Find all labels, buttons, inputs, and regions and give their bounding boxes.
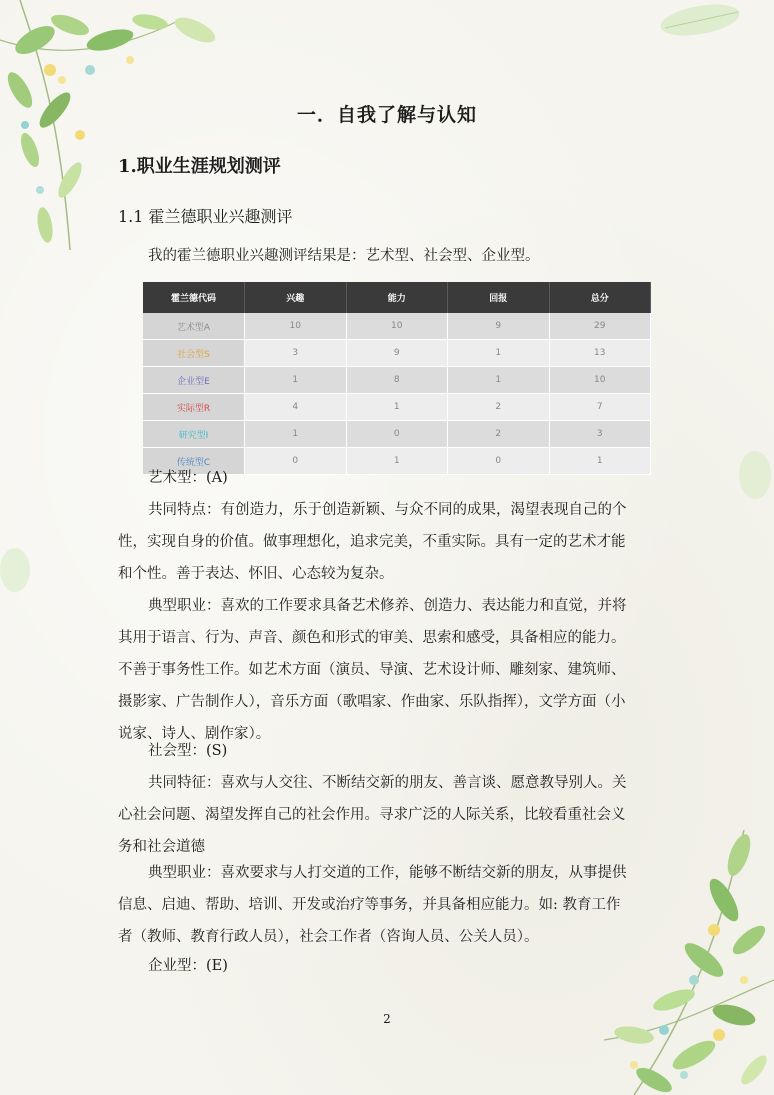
table-cell: 8 [346,367,448,394]
type-cell: 传统型C [143,448,245,475]
table-cell: 0 [245,448,347,475]
table-cell: 10 [346,313,448,340]
paragraph-line: 不善于事务性工作。如艺术方面（演员、导演、艺术设计师、雕刻家、建筑师、 [118,662,626,678]
social-jobs-paragraph [118,857,660,953]
paragraph-line: 共同特点：有创造力，乐于创造新颖、与众不同的成果，渴望表现自己的个 [148,502,627,518]
table-cell: 1 [346,394,448,421]
table-cell: 9 [346,340,448,367]
table-cell: 3 [549,421,651,448]
table-row [143,394,651,421]
type-cell: 艺术型A [143,313,245,340]
social-title-paragraph [118,735,690,767]
heading-career-assessment: 1.职业生涯规划测评 [118,156,281,177]
artistic-title-paragraph [118,462,690,494]
table-header-row [143,282,651,313]
social-title: 社会型：(S) [148,743,228,759]
table-cell: 7 [549,394,651,421]
type-cell: 企业型E [143,367,245,394]
table-cell: 0 [448,448,550,475]
table-cell: 3 [245,340,347,367]
enterprising-title-paragraph [118,950,690,982]
table-cell: 1 [245,367,347,394]
type-cell: 实际型R [143,394,245,421]
table-cell: 29 [549,313,651,340]
paragraph-line: 信息、启迪、帮助、培训、开发或治疗等事务，并具备相应能力。如: 教育工作 [118,897,621,913]
paragraph-line: 性，实现自身的价值。做事理想化，追求完美，不重实际。具有一定的艺术才能 [118,534,626,550]
table-cell: 2 [448,421,550,448]
table-header-cell: 兴趣 [245,282,347,313]
paragraph-line: 务和社会道德 [118,839,205,855]
artistic-jobs-paragraph [118,590,660,750]
table-cell: 0 [346,421,448,448]
paragraph-line: 典型职业：喜欢要求与人打交道的工作，能够不断结交新的朋友，从事提供 [148,865,627,881]
table-cell: 13 [549,340,651,367]
holland-result-table [143,282,651,475]
table-cell: 10 [549,367,651,394]
table-cell: 2 [448,394,550,421]
table-row [143,421,651,448]
intro-paragraph [118,240,690,272]
paragraph-line: 其用于语言、行为、声音、颜色和形式的审美、思索和感受，具备相应的能力。 [118,630,626,646]
paragraph-line: 和个性。善于表达、怀旧、心态较为复杂。 [118,566,394,582]
table-cell: 9 [448,313,550,340]
table-row [143,340,651,367]
page-number: 2 [383,1012,391,1026]
artistic-common-paragraph [118,494,660,590]
table-header-cell: 回报 [448,282,550,313]
table-cell: 1 [448,340,550,367]
paragraph-line: 共同特征：喜欢与人交往、不断结交新的朋友、善言谈、愿意教导别人。关 [148,775,627,791]
paragraph-line: 典型职业：喜欢的工作要求具备艺术修养、创造力、表达能力和直觉，并将 [148,598,627,614]
table-cell: 1 [346,448,448,475]
table-row [143,313,651,340]
paragraph-line: 者（教师、教育行政人员），社会工作者（咨询人员、公关人员）。 [118,929,539,945]
artistic-title: 艺术型：(A) [148,470,228,486]
social-common-paragraph [118,767,660,863]
paragraph-line: 说家、诗人、剧作家）。 [118,726,271,742]
enterprising-title: 企业型：(E) [148,958,228,974]
heading-self-understanding: 一．自我了解与认知 [296,104,477,126]
type-cell: 社会型S [143,340,245,367]
table-cell: 10 [245,313,347,340]
table-cell: 4 [245,394,347,421]
table-header-cell: 能力 [346,282,448,313]
table-header-cell: 总分 [549,282,651,313]
table-cell: 1 [448,367,550,394]
table-header-cell: 霍兰德代码 [143,282,245,313]
table-cell: 1 [245,421,347,448]
table-cell: 1 [549,448,651,475]
intro-text: 我的霍兰德职业兴趣测评结果是：艺术型、社会型、企业型。 [148,248,540,264]
table-row [143,367,651,394]
paragraph-line: 心社会问题、渴望发挥自己的社会作用。寻求广泛的人际关系，比较看重社会义 [118,807,626,823]
heading-holland-test: 1.1 霍兰德职业兴趣测评 [118,207,293,226]
paragraph-line: 摄影家、广告制作人），音乐方面（歌唱家、作曲家、乐队指挥），文学方面（小 [118,694,626,710]
type-cell: 研究型I [143,421,245,448]
